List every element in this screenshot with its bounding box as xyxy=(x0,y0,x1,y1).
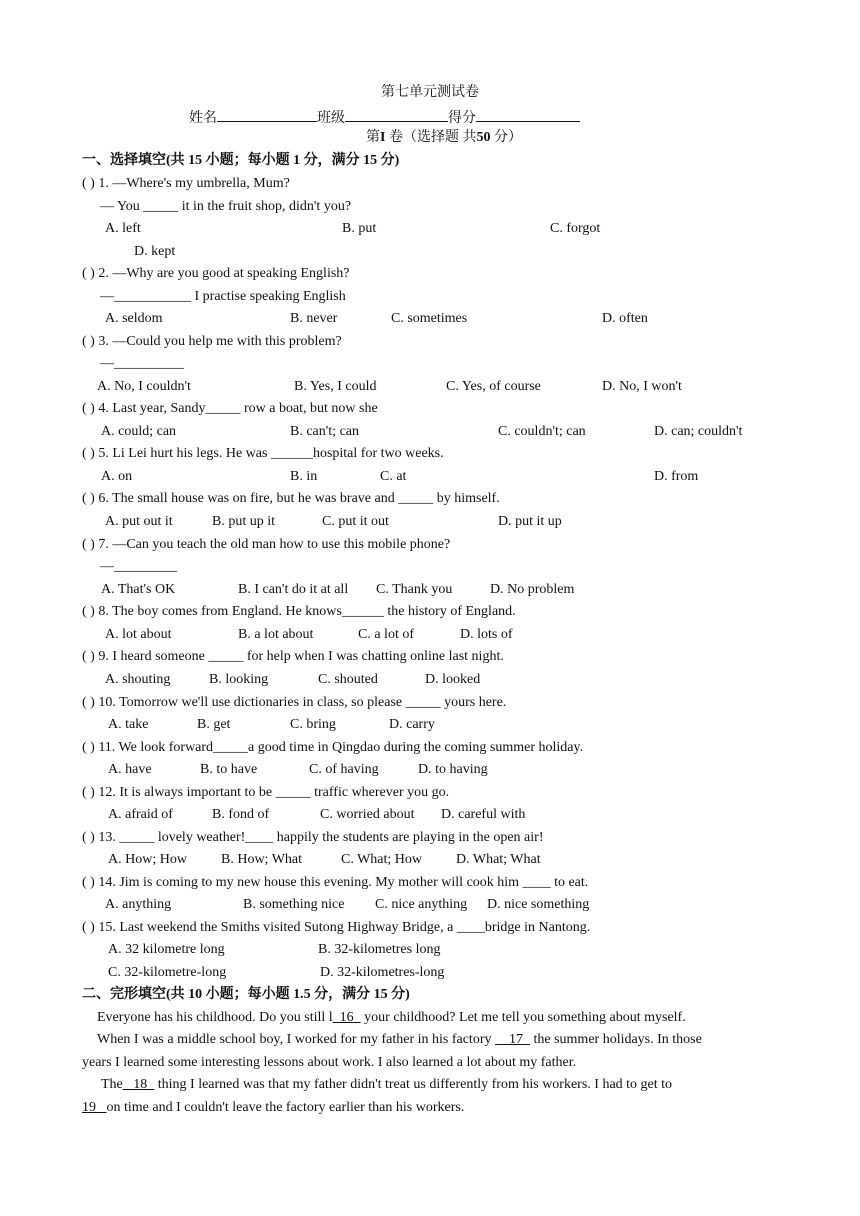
q10-option-b[interactable]: B. get xyxy=(197,717,231,732)
question-9: ( ) 9. I heard someone _____ for help when I was chatting online last night. xyxy=(82,649,504,664)
cloze-blank-18[interactable] xyxy=(123,1077,155,1092)
q10-option-a[interactable]: A. take xyxy=(108,717,149,732)
q3-option-c[interactable]: C. Yes, of course xyxy=(446,379,541,394)
q12-option-c[interactable]: C. worried about xyxy=(320,807,415,822)
question-7: ( ) 7. —Can you teach the old man how to use this mobile phone? xyxy=(82,537,451,552)
q3-option-b[interactable]: B. Yes, I could xyxy=(294,379,377,394)
score-label: 得分 xyxy=(448,111,476,126)
question-13: ( ) 13. _____ lovely weather!____ happily the students are playing in the open air! xyxy=(82,830,544,845)
q7-option-b[interactable]: B. I can't do it at all xyxy=(238,582,349,597)
question-4: ( ) 4. Last year, Sandy_____ row a boat, but now she xyxy=(82,401,378,416)
cloze-paragraph-1 xyxy=(97,1009,686,1027)
q1-option-d[interactable]: D. kept xyxy=(134,244,176,259)
q10-option-d[interactable]: D. carry xyxy=(389,717,435,732)
score-field[interactable] xyxy=(476,107,580,122)
q4-option-d[interactable]: D. can; couldn't xyxy=(654,424,743,439)
q11-option-c[interactable]: C. of having xyxy=(309,762,379,777)
q7-option-c[interactable]: C. Thank you xyxy=(376,582,453,597)
section2-heading: 二、完形填空(共 10 小题；每小题 1.5 分，满分 15 分) xyxy=(82,987,410,1002)
q15-option-b[interactable]: B. 32-kilometres long xyxy=(318,942,441,957)
cloze-paragraph-3-line-1 xyxy=(101,1076,672,1094)
q2-option-a[interactable]: A. seldom xyxy=(105,311,163,326)
question-2: ( ) 2. —Why are you good at speaking English? xyxy=(82,266,350,281)
q9-option-b[interactable]: B. looking xyxy=(209,672,269,687)
q8-option-a[interactable]: A. lot about xyxy=(105,627,172,642)
q14-option-c[interactable]: C. nice anything xyxy=(375,897,468,912)
q7-option-a[interactable]: A. That's OK xyxy=(101,582,176,597)
q6-option-a[interactable]: A. put out it xyxy=(105,514,173,529)
class-field[interactable] xyxy=(345,107,448,122)
volume-mid: 卷（选择题 共 xyxy=(385,130,477,145)
q9-option-a[interactable]: A. shouting xyxy=(105,672,171,687)
q12-option-a[interactable]: A. afraid of xyxy=(108,807,173,822)
q15-option-c[interactable]: C. 32-kilometre-long xyxy=(108,965,227,980)
cloze-blank-16-number: 16 xyxy=(339,1010,354,1025)
volume-title xyxy=(366,129,522,147)
cloze-blank-19[interactable] xyxy=(82,1100,107,1115)
student-info-line xyxy=(189,107,580,128)
question-15: ( ) 15. Last weekend the Smiths visited Sutong Highway Bridge, a ____bridge in Nantong. xyxy=(82,920,591,935)
q7-option-d[interactable]: D. No problem xyxy=(490,582,575,597)
cloze-paragraph-2-line-2: years I learned some interesting lessons about work. I also learned a lot about my father. xyxy=(82,1055,577,1070)
volume-points: 50 xyxy=(476,130,491,145)
q14-option-d[interactable]: D. nice something xyxy=(487,897,590,912)
question-3-response: —__________ xyxy=(100,356,184,371)
cloze-paragraph-2-line-1 xyxy=(97,1031,702,1049)
q5-option-b[interactable]: B. in xyxy=(290,469,318,484)
q4-option-b[interactable]: B. can't; can xyxy=(290,424,359,439)
q1-option-a[interactable]: A. left xyxy=(105,221,141,236)
q6-option-d[interactable]: D. put it up xyxy=(498,514,562,529)
name-label: 姓名 xyxy=(189,111,217,126)
question-1: ( ) 1. —Where's my umbrella, Mum? xyxy=(82,176,290,191)
cloze-p3-text-b: thing I learned was that my father didn't treat us differently from his workers. I had to get to xyxy=(154,1077,673,1092)
question-8: ( ) 8. The boy comes from England. He knows______ the history of England. xyxy=(82,604,516,619)
question-11: ( ) 11. We look forward_____a good time in Qingdao during the coming summer holiday. xyxy=(82,740,584,755)
cloze-p2-text-a: When I was a middle school boy, I worked for my father in his factory xyxy=(97,1032,495,1047)
q13-option-c[interactable]: C. What; How xyxy=(341,852,423,867)
q5-option-c[interactable]: C. at xyxy=(380,469,407,484)
cloze-blank-18-number: 18 xyxy=(133,1077,148,1092)
volume-suffix: 分） xyxy=(490,130,522,145)
q2-option-b[interactable]: B. never xyxy=(290,311,338,326)
question-2-response: —___________ I practise speaking English xyxy=(100,289,346,304)
cloze-p1-text-b: your childhood? Let me tell you something about myself. xyxy=(360,1010,686,1025)
question-10: ( ) 10. Tomorrow we'll use dictionaries in class, so please _____ yours here. xyxy=(82,695,507,710)
question-3: ( ) 3. —Could you help me with this problem? xyxy=(82,334,342,349)
q14-option-a[interactable]: A. anything xyxy=(105,897,172,912)
question-12: ( ) 12. It is always important to be _____ traffic wherever you go. xyxy=(82,785,450,800)
q5-option-a[interactable]: A. on xyxy=(101,469,133,484)
q4-option-a[interactable]: A. could; can xyxy=(101,424,177,439)
q1-option-b[interactable]: B. put xyxy=(342,221,377,236)
q8-option-d[interactable]: D. lots of xyxy=(460,627,513,642)
q9-option-d[interactable]: D. looked xyxy=(425,672,481,687)
q2-option-d[interactable]: D. often xyxy=(602,311,648,326)
q6-option-b[interactable]: B. put up it xyxy=(212,514,276,529)
q8-option-c[interactable]: C. a lot of xyxy=(358,627,414,642)
q5-option-d[interactable]: D. from xyxy=(654,469,699,484)
cloze-blank-17-number: 17 xyxy=(508,1032,523,1047)
cloze-paragraph-3-line-2 xyxy=(82,1099,464,1117)
question-7-response: —_________ xyxy=(100,559,177,574)
cloze-blank-17[interactable] xyxy=(495,1032,530,1047)
q2-option-c[interactable]: C. sometimes xyxy=(391,311,468,326)
q13-option-b[interactable]: B. How; What xyxy=(221,852,303,867)
question-14: ( ) 14. Jim is coming to my new house this evening. My mother will cook him ____ to eat. xyxy=(82,875,589,890)
q15-option-d[interactable]: D. 32-kilometres-long xyxy=(320,965,445,980)
section1-heading: 一、选择填空(共 15 小题；每小题 1 分，满分 15 分) xyxy=(82,153,400,168)
q8-option-b[interactable]: B. a lot about xyxy=(238,627,314,642)
q4-option-c[interactable]: C. couldn't; can xyxy=(498,424,586,439)
q14-option-b[interactable]: B. something nice xyxy=(243,897,345,912)
q9-option-c[interactable]: C. shouted xyxy=(318,672,378,687)
exam-title: 第七单元测试卷 xyxy=(381,85,479,100)
cloze-blank-19-number: 19 xyxy=(82,1100,96,1115)
cloze-blank-16[interactable] xyxy=(333,1010,361,1025)
q3-option-a[interactable]: A. No, I couldn't xyxy=(97,379,191,394)
q10-option-c[interactable]: C. bring xyxy=(290,717,336,732)
question-5: ( ) 5. Li Lei hurt his legs. He was ______hospital for two weeks. xyxy=(82,446,444,461)
q12-option-d[interactable]: D. careful with xyxy=(441,807,526,822)
question-6: ( ) 6. The small house was on fire, but he was brave and _____ by himself. xyxy=(82,491,500,506)
q1-option-c[interactable]: C. forgot xyxy=(550,221,601,236)
question-1-response: — You _____ it in the fruit shop, didn't you? xyxy=(100,199,352,214)
q15-option-a[interactable]: A. 32 kilometre long xyxy=(108,942,225,957)
name-field[interactable] xyxy=(217,107,317,122)
q3-option-d[interactable]: D. No, I won't xyxy=(602,379,682,394)
q12-option-b[interactable]: B. fond of xyxy=(212,807,270,822)
q13-option-d[interactable]: D. What; What xyxy=(456,852,541,867)
q11-option-a[interactable]: A. have xyxy=(108,762,152,777)
class-label: 班级 xyxy=(317,111,345,126)
q11-option-b[interactable]: B. to have xyxy=(200,762,258,777)
cloze-p2-text-b: the summer holidays. In those xyxy=(529,1032,702,1047)
volume-roman: I xyxy=(380,130,386,145)
volume-title-prefix: 第 xyxy=(366,130,380,145)
cloze-p3-text-a: The xyxy=(101,1077,123,1092)
cloze-p1-text-a: Everyone has his childhood. Do you still l xyxy=(97,1010,333,1025)
cloze-p3-text-c: on time and I couldn't leave the factory earlier than his workers. xyxy=(106,1100,465,1115)
q11-option-d[interactable]: D. to having xyxy=(418,762,488,777)
q13-option-a[interactable]: A. How; How xyxy=(108,852,187,867)
q6-option-c[interactable]: C. put it out xyxy=(322,514,389,529)
